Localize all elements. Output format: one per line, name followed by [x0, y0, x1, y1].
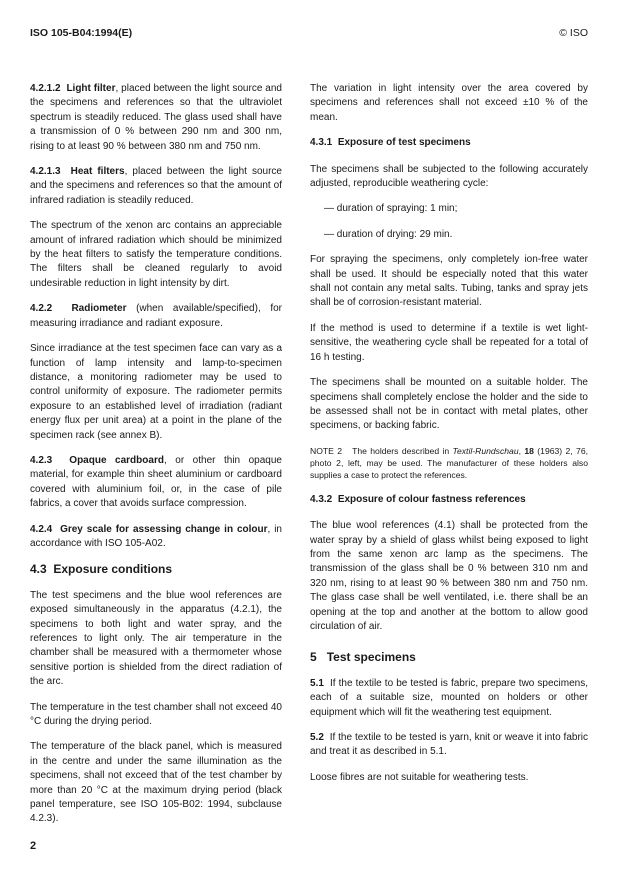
paragraph-loose-fibres: Loose fibres are not suitable for weathering tests. [310, 771, 529, 783]
document-id: ISO 105-B04:1994(E) [30, 27, 133, 39]
heading-4-3-2: 4.3.2 Exposure of colour fastness references [310, 493, 526, 505]
clause-4-2-4: 4.2.4 Grey scale for assessing change in colour, in accordance with ISO 105-A02. [30, 523, 282, 549]
clause-4-2-2: 4.2.2 Radiometer (when available/specified), for measuring irradiance and radiant exposure. [30, 303, 282, 329]
note-2: NOTE 2 The holders described in Textil-Rundschau, 18 (1963) 2, 76, photo 2, left, may be used. The manufacturer of these holders also supplies a case to protect the references. [310, 445, 588, 480]
clause-5-1: 5.1 If the textile to be tested is fabric, prepare two specimens, each of a suitable size, mounted on holders or other equipment which will fit the weathering test equipment. [310, 677, 588, 718]
paragraph-spraying-water: For spraying the specimens, only completely ion-free water shall be used. It should be especially noted that this water shall not contain any metal salts. Tubing, tanks and spray jets shall be of corrosion-resistant material. [310, 254, 588, 309]
paragraph-xenon: The spectrum of the xenon arc contains an appreciable amount of infrared radiation which should be minimized by the heat filters to satisfy the temperature conditions. The filters shall be cleaned regularly to avoid undesirable reduction in light intensity by dirt. [30, 220, 282, 289]
page-number: 2 [30, 840, 37, 852]
right-column [310, 82, 588, 796]
list-item-spraying: — duration of spraying: 1 min; [324, 203, 458, 215]
paragraph-irradiance: Since irradiance at the test specimen face can vary as a function of lamp intensity and lamp-to-specimen distance, a monitoring radiometer may be used to control uniformity of exposure. The radiometer permits exposure to an established level of irradiation (radiant energy flux per unit area) at a point in the plane of the specimen rack (see annex B). [30, 343, 282, 441]
paragraph-wet-light: If the method is used to determine if a textile is wet light-sensitive, the weathering cycle shall be repeated for a total of 16 h testing. [310, 322, 588, 363]
list-item-drying: — duration of drying: 29 min. [324, 228, 453, 240]
heading-4-3-1: 4.3.1 Exposure of test specimens [310, 137, 471, 149]
paragraph-mounting: The specimens shall be mounted on a suitable holder. The specimens shall completely enclose the holder and the side to be assessed shall not be in contact with metal plates, other specimens, or backing fabric. [310, 377, 588, 432]
copyright-mark: © ISO [559, 27, 588, 39]
paragraph-4-3-1: The specimens shall be subjected to the following accurately adjusted, reproducible weathering cycle: [310, 163, 588, 190]
paragraph-4-3-c: The temperature of the black panel, which is measured in the centre and under the same illumination as the specimens, shall not exceed that of the test chamber by more than 20 °C at the maximum drying period (black panel temperature, see ISO 105-B02: 1994, subclause 4.2.3). [30, 741, 282, 825]
paragraph-4-3-a: The test specimens and the blue wool references are exposed simultaneously in the apparatus (4.2.1), the specimens to both light and water spray, and the references to light only. The air temperature in the chamber shall be measured with a thermometer whose sensitive portion is shielded from the direct radiation of the arc. [30, 589, 282, 688]
clause-5-2: 5.2 If the textile to be tested is yarn, knit or weave it into fabric and treat it as described in 5.1. [310, 732, 588, 758]
clause-4-2-1-2: 4.2.1.2 Light filter, placed between the light source and the specimens and references so that the ultraviolet spectrum is steadily reduced. The glass used shall have a transmission of 0 % between 290 nm and 300 nm, rising to at least 90 % between 380 nm and 750 nm. [30, 83, 282, 152]
paragraph-4-3-b: The temperature in the test chamber shall not exceed 40 °C during the drying period. [30, 701, 282, 728]
heading-5: 5 Test specimens [310, 650, 416, 665]
left-column [30, 82, 282, 838]
paragraph-4-3-2: The blue wool references (4.1) shall be protected from the water spray by a shield of glass whilst being exposed to light from the same xenon arc lamp as the specimens. The transmission of the glass shall be 0 % between 310 nm and 320 nm, rising to at least 90 % between 380 nm and 750 nm. The glass case shall be well ventilated, i.e. there shall be an opening at the top and another at the bottom to allow good circulation of air. [310, 520, 588, 632]
heading-4-3: 4.3 Exposure conditions [30, 562, 173, 577]
clause-4-2-1-3: 4.2.1.3 Heat filters, placed between the light source and the specimens and references so that the amount of infrared radiation is steadily reduced. [30, 166, 282, 206]
clause-4-2-3: 4.2.3 Opaque cardboard, or other thin opaque material, for example thin sheet aluminium or cardboard covered with aluminium foil, or, in the case of pile fabrics, a cover that avoids surface compression. [30, 454, 282, 510]
paragraph-variation: The variation in light intensity over the area covered by specimens and references shall not exceed ±10 % of the mean. [310, 83, 588, 123]
